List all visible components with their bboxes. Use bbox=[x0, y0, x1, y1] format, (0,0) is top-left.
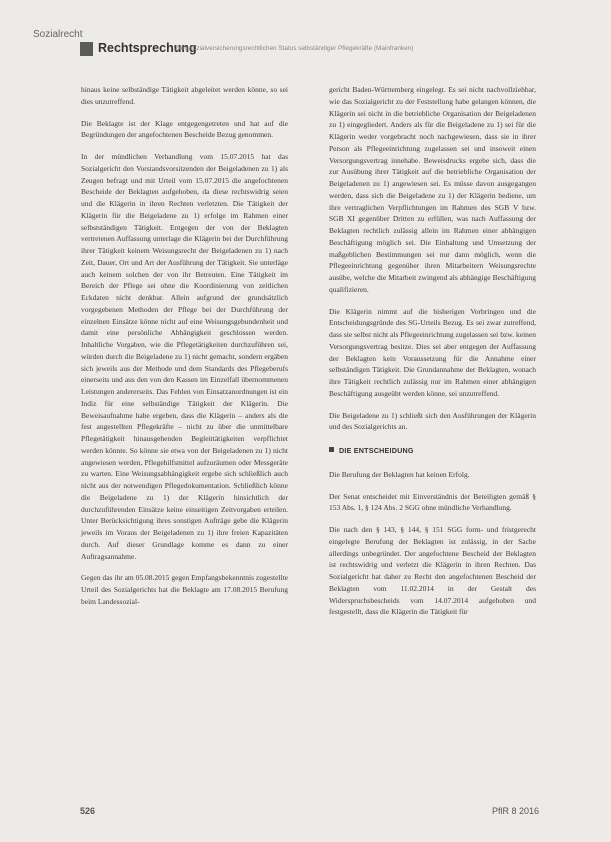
paragraph: hinaus keine selbständige Tätigkeit abgeleitet werden könne, so sei dies unzutreffend. bbox=[81, 85, 288, 106]
page-header-subtitle: Zum sozialversicherungsrechtlichen Status selbständiger Pflegekräfte (Mainfranken) bbox=[175, 45, 414, 52]
page-number: 526 bbox=[80, 806, 96, 816]
paragraph: Der Senat entscheidet mit Einverständnis der Beteiligten gemäß § 153 Abs. 1, § 124 Abs. 2 SGG ohne mündliche Verhandlung. bbox=[329, 491, 536, 513]
paragraph: Gegen das ihr am 05.08.2015 gegen Empfangsbekenntnis zugestellte Urteil des Sozialgerichts hat die Beklagte am 17.08.2015 Berufung beim Landessozial- bbox=[81, 573, 288, 606]
paragraph: Die Berufung der Beklagten hat keinen Erfolg. bbox=[329, 469, 470, 479]
paragraph: Die Beklagte ist der Klage entgegengetreten und hat auf die Begründungen der angefochtenen Bescheide Bezug genommen. bbox=[81, 118, 288, 140]
section-label: Sozialrecht bbox=[33, 29, 83, 40]
paragraph: Die Beigeladene zu 1) schließt sich den Ausführungen der Klägerin und des Sozialgerichts an. bbox=[329, 410, 536, 432]
paragraph: In der mündlichen Verhandlung vom 15.07.2015 hat das Sozialgericht den Vorstandsvorsitzenden der Beigeladenen zu 1) als Zeugen befragt und mit Urteil vom 15.07.2015 die angefochtenen Bescheide der Beklagten aufgehoben, da diese rechtswidrig seien und die Klägerin in ihren Rechten verletzten. Die Tätigkeit der Klägerin für die Beigeladene zu 1) erfolge im Rahmen einer selbstständigen Tätigkeit. Entgegen der von der Beklagten vertretenen Auffassung unterlage die Klägerin bei der Durchführung ihrer Tätigkeit keinem Weisungsrecht der Beigeladenen zu 1) nach Zeit, Dauer, Ort und Art der Ausführung der Tätigkeit. Sie unterläge auch keinem solchen der von ihr Betreuten. Eine Tätigkeit im Bereich der Pflege sei ohne die Koordinierung von zeitlichen Eckdaten nicht denkbar. Allein aufgrund der grundsätzlich vorgegebenen Methoden der Pflege bei der Durchführung der einzelnen Einsätze könne nicht auf eine Weisungsgebundenheit und damit eine persönliche Abhängigkeit geschlossen werden. Inhaltliche Vorgaben, wie die Pflegetätigkeiten durchzuführen sei, würden durch die Beigeladene zu 1) nicht gemacht, sondern ergäben sich jeweils aus der Methode und dem Standards des Pflegeberufs einerseits und aus den von den Kassen im Einzelfall übernommenen Leistungen andererseits. Das Fehlen von Einsatzanordnungen ist ein Indiz für eine selbständige Tätigkeit der Klägerin. Die Beweisaufnahme habe ergeben, dass die Klägerin – anders als die fest angestellten Pflegekräfte – nicht zu über die unmittelbare Pflegetätigkeit hinausgehenden Begleittätigkeiten verpflichtet werden könnte. So könne sie etwa von der Beigeladenen zu 1) nicht angewiesen werden, Pflegehilfsmittel aufzuräumen oder Messgeräte zu warten. Eine Weisungsabhängigkeit ergebe sich schließlich auch nicht aus der notwendigen Pflegedokumentation. Schließlich könne die Beigeladene zu 1) der Klägerin hinsichtlich der durchzuführenden Einsätze keine einseitigen Zeitvorgaben erteilen. Unter Berücksichtigung ihres sonstigen Aufträge gebe die Klägerin jeweils im Voraus der Beigeladenen zu 1) ihre freien Kapazitäten durch. Auf dieser Grundlage komme es dann zu einer Auftragsannahme. bbox=[81, 152, 288, 561]
right-column bbox=[329, 84, 536, 628]
header-marker bbox=[80, 42, 93, 56]
paragraph: gericht Baden-Württemberg eingelegt. Es sei nicht nachvollziehbar, wie das Sozialgericht zu der Feststellung habe gelangen können, die Klägerin sei nicht in die betriebliche Organisation der Beigeladenen zu 1) eingegliedert. Anders als für die Beigeladene zu 1) sei für die Klägerin weder vorgebracht noch nachgewiesen, dass sie in ihrer Person als Pflegeeinrichtung zugelassen sei und insoweit einen Versorgungsvertrag innehabe. Beweisdrucks ergebe sich, dass die zur Ausübung ihrer Tätigkeit auf die betriebliche Organisation der Beigeladenen zu 1) angewiesen sei. Es müsse davon ausgegangen werden, dass sich die Beigeladene zu 1) der Klägerin bediene, um ihre vertraglichen Verpflichtungen im Rahmen des SGB V bzw. SGB XI gegenüber Dritten zu erfüllen, was nach Auffassung der Beklagten rechtlich zulässig allein im Rahmen einer abhängigen Beschäftigung möglich sei. Die Einhaltung und Umsetzung der maßgeblichen Bestimmungen sei nur dann möglich, wenn die Pflegeeinrichtung gegenüber ihren Mitarbeitern Weisungsrechte ausübe, welche die Mitarbeit zwingend als abhängige Beschäftigung qualifizieren. bbox=[329, 85, 536, 294]
page-header-title: Rechtsprechung bbox=[98, 41, 197, 55]
paragraph: Die Klägerin nimmt auf die bisherigen Vorbringen und die Entscheidungsgründe des SG-Urteils Bezug. Es sei zwar zutreffend, dass sie selbst nicht als Pflegeeinrichtung zugelassen sei bzw. keinen Versorgungsvertrag besitze. Dies sei aber entgegen der Auffassung der Beklagten kein Voraussetzung für die Annahme einer selbständigen Tätigkeit. Die Grundannahme der Beklagten, wonach ihre Tätigkeit rechtlich zulässig nur im Rahmen einer abhängigen Beschäftigung ausgeübt werden könne, sei unzutreffend. bbox=[329, 306, 536, 398]
journal-issue: PflR 8 2016 bbox=[492, 806, 540, 816]
section-heading bbox=[329, 445, 536, 457]
paragraph: Die nach den § 143, § 144, § 151 SGG form- und fristgerecht eingelegte Berufung der Beklagten ist zulässig, in der Sache allerdings unbegründet. Der angefochtene Bescheid der Beklagten ist rechtswidrig und verletzt die Klägerin in ihren Rechten. Das Sozialgericht hat daher zu Recht den angefochtenen Bescheid der Beklagten vom 11.02.2014 in der Gestalt des Widerspruchsbescheids vom 14.07.2014 aufgehoben und festgestellt, dass die Klägerin die Tätigkeit für bbox=[329, 525, 536, 617]
left-column bbox=[81, 84, 288, 618]
section-heading-text: DIE ENTSCHEIDUNG bbox=[339, 446, 414, 455]
square-bullet-icon bbox=[329, 447, 334, 452]
